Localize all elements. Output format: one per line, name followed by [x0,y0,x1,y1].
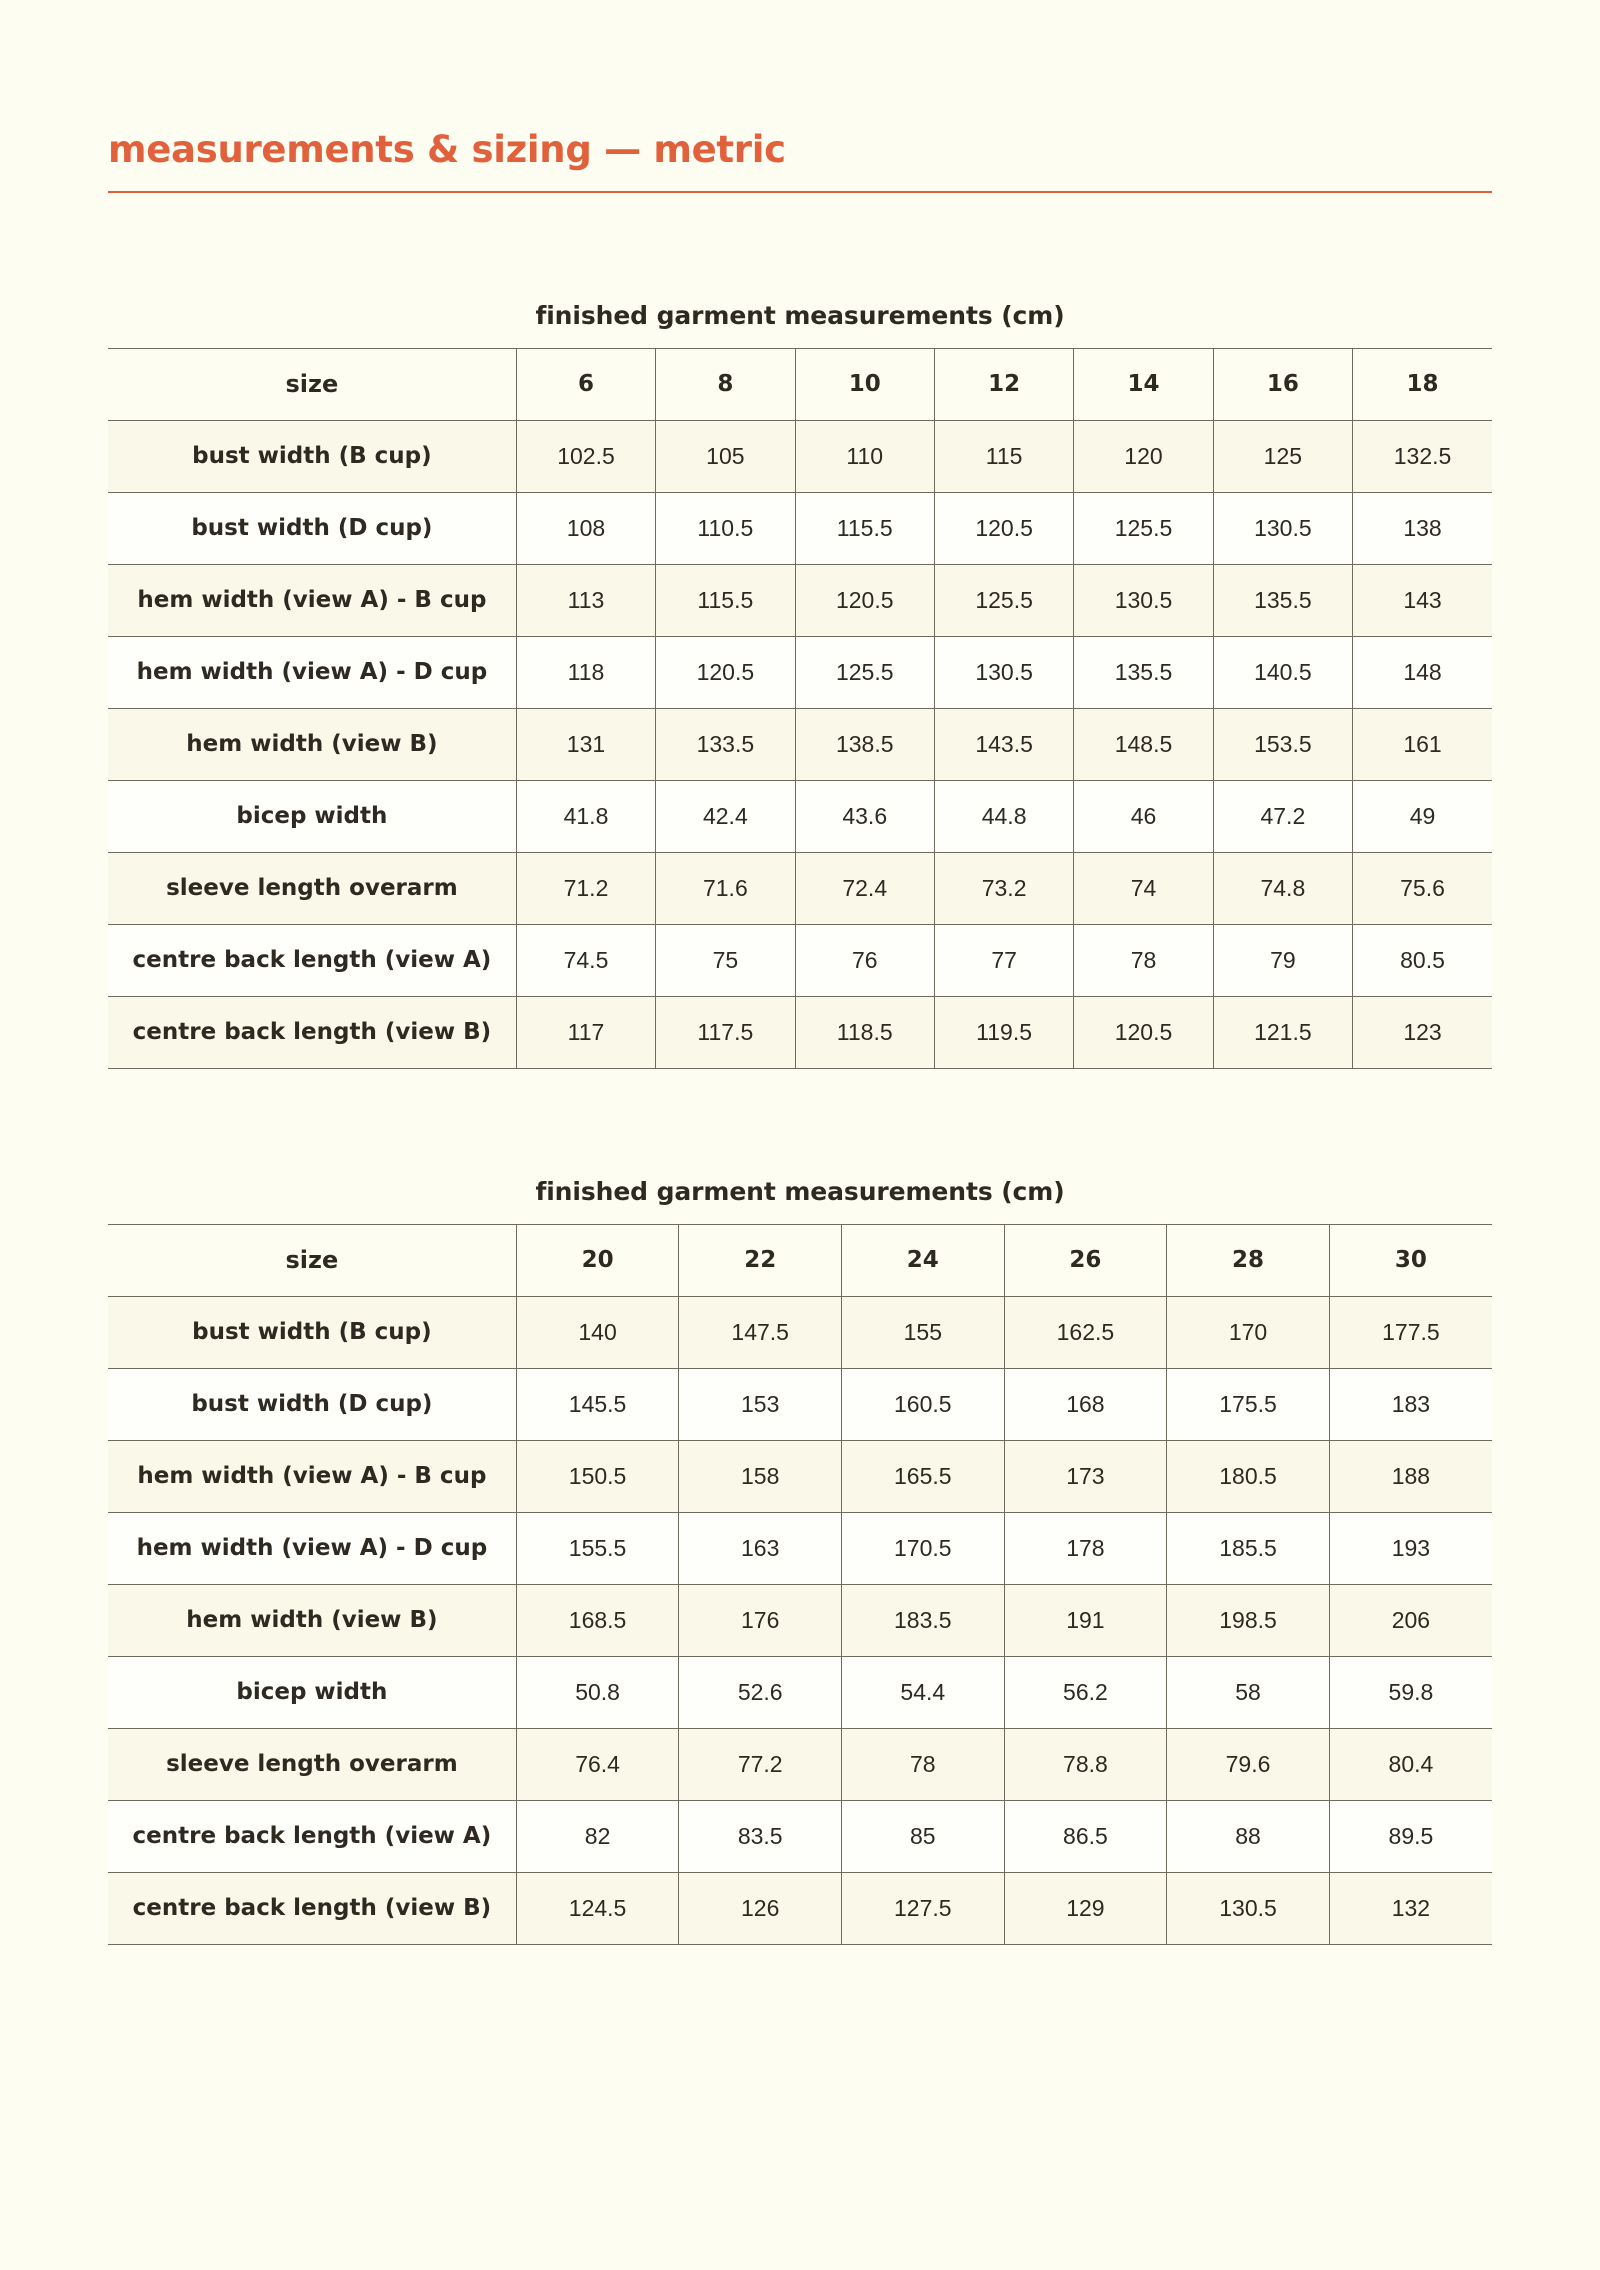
size-column-header: 10 [795,348,934,420]
measurement-label: bust width (D cup) [108,1368,516,1440]
measurement-value: 185.5 [1167,1512,1330,1584]
measurement-value: 71.6 [656,852,795,924]
table-body [108,1296,1492,1944]
measurement-value: 160.5 [842,1368,1005,1440]
size-header-cell: size [108,1224,516,1296]
measurement-value: 52.6 [679,1656,842,1728]
table-row [108,1440,1492,1512]
measurement-value: 47.2 [1213,780,1352,852]
measurement-value: 173 [1004,1440,1167,1512]
size-column-header: 24 [842,1224,1005,1296]
measurement-value: 85 [842,1800,1005,1872]
measurement-value: 188 [1329,1440,1492,1512]
measurement-value: 108 [516,492,655,564]
measurement-label: bust width (B cup) [108,420,516,492]
table-row [108,564,1492,636]
measurement-value: 121.5 [1213,996,1352,1068]
measurement-label: hem width (view B) [108,708,516,780]
measurement-value: 161 [1353,708,1492,780]
measurement-value: 132.5 [1353,420,1492,492]
measurement-value: 133.5 [656,708,795,780]
measurement-value: 175.5 [1167,1368,1330,1440]
measurement-value: 150.5 [516,1440,679,1512]
size-column-header: 6 [516,348,655,420]
measurement-value: 193 [1329,1512,1492,1584]
measurement-value: 75 [656,924,795,996]
table-row [108,420,1492,492]
title-divider [108,191,1492,193]
measurement-value: 76 [795,924,934,996]
measurement-value: 49 [1353,780,1492,852]
measurement-value: 123 [1353,996,1492,1068]
measurement-value: 74.5 [516,924,655,996]
measurement-value: 191 [1004,1584,1167,1656]
table-row [108,996,1492,1068]
measurement-value: 176 [679,1584,842,1656]
measurement-value: 155.5 [516,1512,679,1584]
table-row [108,780,1492,852]
table-row [108,1800,1492,1872]
measurement-value: 73.2 [934,852,1073,924]
measurement-label: hem width (view A) - B cup [108,564,516,636]
size-column-header: 30 [1329,1224,1492,1296]
table-body [108,420,1492,1068]
size-column-header: 14 [1074,348,1213,420]
measurement-value: 130.5 [1074,564,1213,636]
measurement-value: 118.5 [795,996,934,1068]
measurement-value: 110.5 [656,492,795,564]
measurement-value: 79.6 [1167,1728,1330,1800]
measurement-label: centre back length (view B) [108,1872,516,1944]
measurement-value: 140.5 [1213,636,1352,708]
measurement-value: 79 [1213,924,1352,996]
measurement-value: 74.8 [1213,852,1352,924]
measurement-value: 135.5 [1074,636,1213,708]
measurement-value: 102.5 [516,420,655,492]
table-header-row [108,1224,1492,1296]
measurement-label: hem width (view B) [108,1584,516,1656]
size-column-header: 20 [516,1224,679,1296]
measurement-value: 177.5 [1329,1296,1492,1368]
measurement-value: 71.2 [516,852,655,924]
measurement-value: 124.5 [516,1872,679,1944]
measurement-value: 41.8 [516,780,655,852]
size-column-header: 22 [679,1224,842,1296]
size-column-header: 28 [1167,1224,1330,1296]
measurement-value: 115.5 [795,492,934,564]
measurement-value: 80.5 [1353,924,1492,996]
measurement-label: bust width (B cup) [108,1296,516,1368]
measurement-value: 130.5 [1167,1872,1330,1944]
measurement-value: 125.5 [795,636,934,708]
table-row [108,1872,1492,1944]
measurement-value: 120 [1074,420,1213,492]
measurement-value: 105 [656,420,795,492]
measurement-value: 120.5 [656,636,795,708]
measurement-value: 147.5 [679,1296,842,1368]
measurement-value: 162.5 [1004,1296,1167,1368]
measurement-value: 58 [1167,1656,1330,1728]
measurement-label: bicep width [108,1656,516,1728]
table-row [108,636,1492,708]
measurement-value: 131 [516,708,655,780]
size-column-header: 18 [1353,348,1492,420]
measurement-label: hem width (view A) - B cup [108,1440,516,1512]
measurement-value: 138.5 [795,708,934,780]
measurement-value: 54.4 [842,1656,1005,1728]
measurement-value: 44.8 [934,780,1073,852]
measurement-value: 143 [1353,564,1492,636]
measurement-value: 76.4 [516,1728,679,1800]
measurement-value: 117.5 [656,996,795,1068]
measurement-value: 89.5 [1329,1800,1492,1872]
measurement-label: centre back length (view A) [108,1800,516,1872]
measurement-value: 153 [679,1368,842,1440]
measurements-table-block-1 [108,301,1492,1069]
measurement-value: 42.4 [656,780,795,852]
measurement-value: 72.4 [795,852,934,924]
measurement-value: 120.5 [934,492,1073,564]
measurement-value: 198.5 [1167,1584,1330,1656]
measurement-value: 163 [679,1512,842,1584]
measurement-value: 170.5 [842,1512,1005,1584]
measurement-value: 138 [1353,492,1492,564]
measurement-value: 80.4 [1329,1728,1492,1800]
measurement-value: 119.5 [934,996,1073,1068]
size-column-header: 16 [1213,348,1352,420]
measurement-label: centre back length (view A) [108,924,516,996]
table-row [108,924,1492,996]
measurement-value: 83.5 [679,1800,842,1872]
measurement-value: 168 [1004,1368,1167,1440]
measurement-label: hem width (view A) - D cup [108,636,516,708]
measurement-value: 148.5 [1074,708,1213,780]
table-row [108,492,1492,564]
measurement-value: 118 [516,636,655,708]
measurement-value: 183.5 [842,1584,1005,1656]
measurement-label: hem width (view A) - D cup [108,1512,516,1584]
measurement-value: 126 [679,1872,842,1944]
table-caption: finished garment measurements (cm) [535,1176,1065,1206]
measurement-label: sleeve length overarm [108,852,516,924]
measurement-value: 86.5 [1004,1800,1167,1872]
table-header [108,348,1492,420]
measurement-value: 129 [1004,1872,1167,1944]
measurement-value: 77 [934,924,1073,996]
measurement-value: 158 [679,1440,842,1512]
measurement-value: 110 [795,420,934,492]
measurement-value: 127.5 [842,1872,1005,1944]
size-header-cell: size [108,348,516,420]
measurement-value: 120.5 [1074,996,1213,1068]
table-header-row [108,348,1492,420]
measurement-value: 153.5 [1213,708,1352,780]
measurement-value: 82 [516,1800,679,1872]
page-header [108,130,1492,193]
measurements-table [108,348,1492,1069]
measurement-value: 117 [516,996,655,1068]
table-row [108,1368,1492,1440]
measurement-value: 168.5 [516,1584,679,1656]
measurement-value: 130.5 [1213,492,1352,564]
measurement-value: 170 [1167,1296,1330,1368]
measurement-value: 43.6 [795,780,934,852]
table-row [108,1584,1492,1656]
table-row [108,1296,1492,1368]
measurement-value: 143.5 [934,708,1073,780]
measurement-value: 78 [842,1728,1005,1800]
measurement-value: 50.8 [516,1656,679,1728]
measurement-value: 132 [1329,1872,1492,1944]
measurements-table-block-2 [108,1177,1492,1945]
measurement-value: 180.5 [1167,1440,1330,1512]
measurement-label: sleeve length overarm [108,1728,516,1800]
measurement-value: 74 [1074,852,1213,924]
page-title: measurements & sizing — metric [108,128,786,171]
table-header [108,1224,1492,1296]
measurement-value: 125 [1213,420,1352,492]
table-row [108,1728,1492,1800]
measurement-value: 130.5 [934,636,1073,708]
measurement-value: 178 [1004,1512,1167,1584]
measurement-value: 115.5 [656,564,795,636]
measurement-value: 183 [1329,1368,1492,1440]
measurement-value: 125.5 [1074,492,1213,564]
measurement-value: 148 [1353,636,1492,708]
measurement-value: 115 [934,420,1073,492]
measurement-value: 165.5 [842,1440,1005,1512]
measurement-value: 77.2 [679,1728,842,1800]
table-caption: finished garment measurements (cm) [535,300,1065,330]
table-row [108,708,1492,780]
measurement-label: centre back length (view B) [108,996,516,1068]
measurement-value: 88 [1167,1800,1330,1872]
measurement-label: bicep width [108,780,516,852]
measurement-value: 120.5 [795,564,934,636]
table-row [108,1656,1492,1728]
size-column-header: 12 [934,348,1073,420]
measurements-table [108,1224,1492,1945]
measurement-value: 125.5 [934,564,1073,636]
measurement-value: 140 [516,1296,679,1368]
measurement-value: 78.8 [1004,1728,1167,1800]
table-row [108,1512,1492,1584]
size-column-header: 26 [1004,1224,1167,1296]
measurement-value: 113 [516,564,655,636]
measurement-value: 56.2 [1004,1656,1167,1728]
measurement-value: 75.6 [1353,852,1492,924]
measurement-value: 59.8 [1329,1656,1492,1728]
table-row [108,852,1492,924]
measurement-value: 206 [1329,1584,1492,1656]
measurement-value: 78 [1074,924,1213,996]
measurement-value: 46 [1074,780,1213,852]
measurement-value: 135.5 [1213,564,1352,636]
size-column-header: 8 [656,348,795,420]
measurement-value: 155 [842,1296,1005,1368]
measurement-label: bust width (D cup) [108,492,516,564]
measurement-value: 145.5 [516,1368,679,1440]
